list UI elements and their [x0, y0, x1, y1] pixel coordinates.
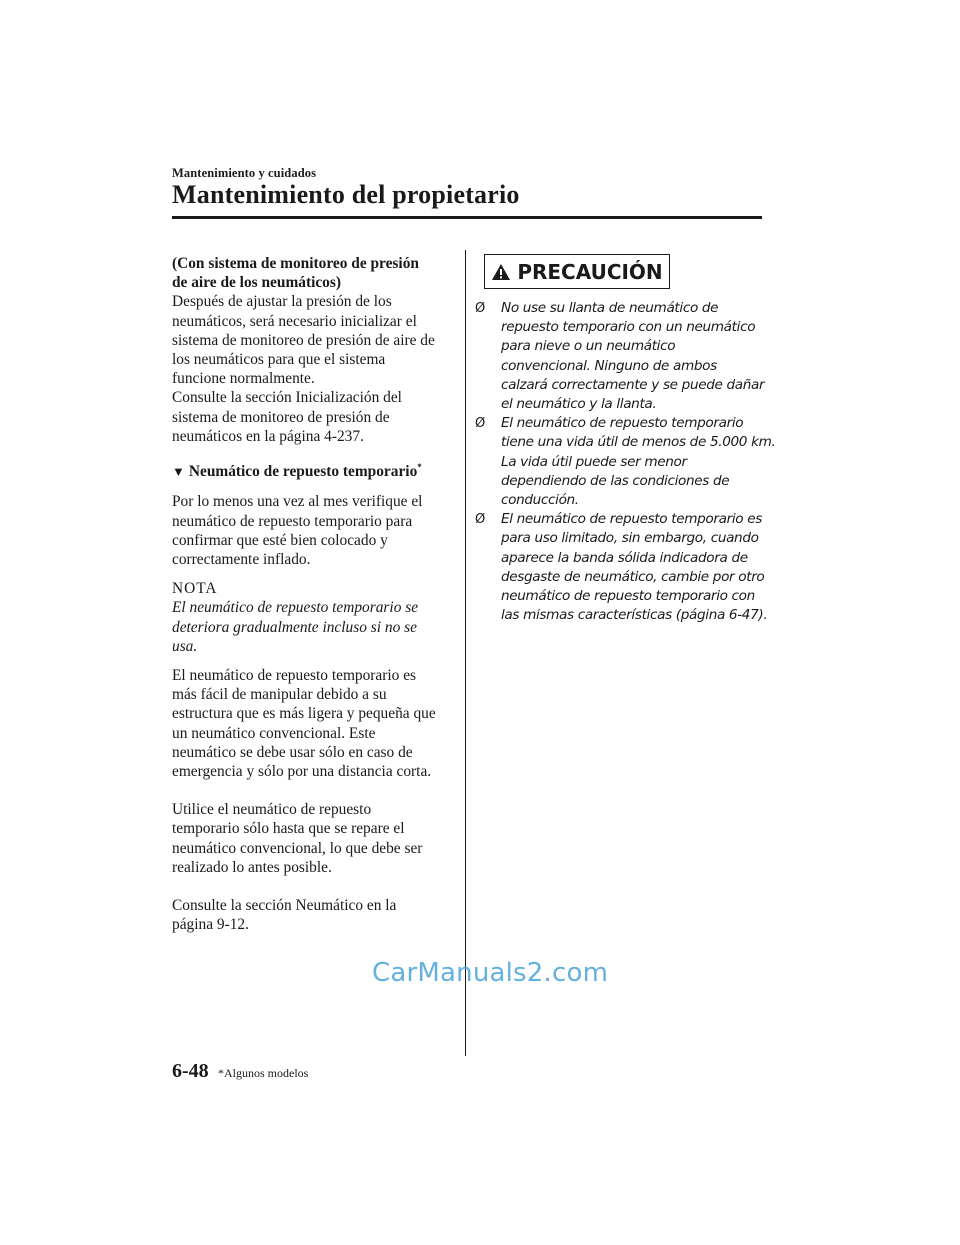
caution-line: el neumático y la llanta. — [501, 396, 657, 413]
arrow-bullet-icon: Ø — [475, 512, 485, 528]
text-line: Consulte la sección Neumático en la — [172, 897, 397, 915]
text-line: funcione normalmente. — [172, 370, 315, 388]
text-line: más fácil de manipular debido a su — [172, 686, 387, 704]
column-divider — [465, 250, 466, 1056]
warning-triangle-icon — [491, 263, 511, 281]
caution-item — [473, 414, 783, 510]
caution-line: neumático de repuesto temporario con — [501, 588, 755, 605]
text-line: temporario sólo hasta que se repare el — [172, 820, 405, 838]
subhead-line: (Con sistema de monitoreo de presión — [172, 255, 419, 272]
left-column — [172, 254, 454, 934]
text-line: sistema de monitoreo de presión de aire de — [172, 331, 435, 349]
caution-header — [484, 254, 670, 289]
caution-line: dependiendo de las condiciones de — [501, 472, 730, 489]
text-line: El neumático de repuesto temporario es — [172, 666, 417, 684]
caution-line: aparece la banda sólida indicadora de — [501, 549, 748, 566]
note-line: El neumático de repuesto temporario se — [172, 599, 419, 617]
text-line: neumático convencional, lo que debe ser — [172, 839, 423, 857]
caution-line: desgaste de neumático, cambie por otro — [501, 568, 765, 585]
text-line: los neumáticos para que el sistema — [172, 351, 386, 369]
section-label: Mantenimiento y cuidados — [172, 166, 317, 180]
text-line: sistema de monitoreo de presión de — [172, 408, 390, 426]
text-line: confirmar que esté bien colocado y — [172, 531, 388, 549]
text-line: correctamente inflado. — [172, 550, 311, 568]
paragraph-reference — [172, 896, 454, 934]
paragraph-monthly-check — [172, 492, 454, 569]
arrow-bullet-icon: Ø — [475, 416, 485, 432]
caution-line: No use su llanta de neumático de — [501, 300, 719, 316]
caution-line: tiene una vida útil de menos de 5.000 km. — [501, 434, 776, 451]
note-block — [172, 579, 454, 656]
caution-line: La vida útil puede ser menor — [501, 453, 687, 470]
caution-line: conducción. — [501, 492, 579, 509]
caution-line: para uso limitado, sin embargo, cuando — [501, 530, 759, 547]
footnote-mark: * — [417, 462, 422, 473]
text-line: neumático se debe usar sólo en caso de — [172, 743, 413, 761]
caution-label: PRECAUCIÓN — [517, 259, 663, 284]
caution-line: repuesto temporario con un neumático — [501, 319, 756, 336]
caution-list — [473, 299, 783, 625]
section-heading — [172, 458, 454, 481]
text-line: un neumático convencional. Este — [172, 724, 376, 742]
note-line: deteriora gradualmente incluso si no se — [172, 618, 417, 636]
caution-line: calzará correctamente y se puede dañar — [501, 376, 765, 393]
caution-line: El neumático de repuesto temporario es — [501, 511, 762, 528]
page-number: 6-48 — [172, 1060, 209, 1082]
title-rule — [172, 216, 762, 219]
text-line: neumático de repuesto temporario para — [172, 512, 413, 530]
text-line: Consulte la sección Inicialización del — [172, 389, 402, 407]
paragraph-spare-description — [172, 666, 454, 781]
text-line: Utilice el neumático de repuesto — [172, 801, 372, 819]
footnote: *Algunos modelos — [218, 1066, 309, 1080]
text-line: página 9-12. — [172, 916, 249, 934]
paragraph-tpms-reset — [172, 292, 454, 446]
arrow-bullet-icon: Ø — [475, 301, 485, 316]
caution-item — [473, 299, 783, 414]
paragraph-spare-usage — [172, 800, 454, 877]
caution-line: para nieve o un neumático — [501, 338, 676, 355]
caution-line: las mismas características (página 6-47). — [501, 607, 768, 624]
note-line: usa. — [172, 637, 198, 655]
page-title: Mantenimiento del propietario — [172, 180, 520, 209]
heading-text: Neumático de repuesto temporario — [188, 463, 418, 481]
note-label: NOTA — [172, 580, 218, 598]
text-line: emergencia y sólo por una distancia corta. — [172, 763, 432, 780]
text-line: estructura que es más ligera y pequeña que — [172, 705, 436, 723]
subhead-line: de aire de los neumáticos) — [172, 274, 341, 292]
watermark: CarManuals2.com — [372, 958, 609, 988]
caution-line: convencional. Ninguno de ambos — [501, 357, 717, 374]
text-line: neumáticos, será necesario inicializar el — [172, 312, 417, 330]
text-line: realizado lo antes posible. — [172, 858, 332, 876]
text-line: Después de ajustar la presión de los — [172, 293, 392, 311]
caution-line: El neumático de repuesto temporario — [501, 415, 744, 432]
text-line: Por lo menos una vez al mes verifique el — [172, 493, 423, 511]
caution-item — [473, 510, 783, 625]
down-triangle-icon: ▼ — [172, 464, 185, 480]
text-line: neumáticos en la página 4-237. — [172, 427, 364, 445]
